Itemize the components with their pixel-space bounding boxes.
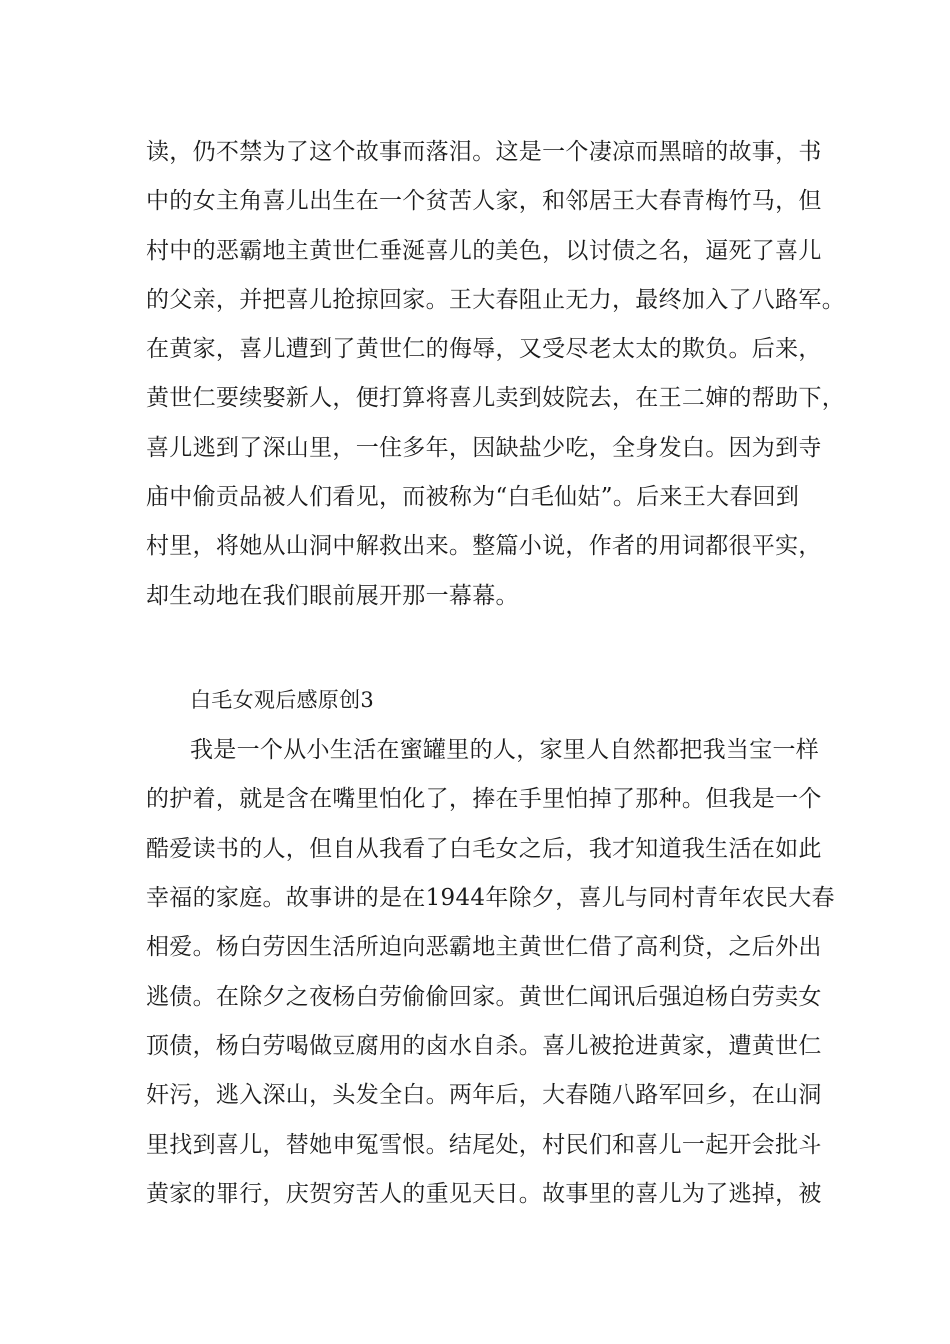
paragraph-1-line: 喜儿逃到了深山里，一住多年，因缺盐少吃，全身发白。因为到寺: [146, 435, 822, 461]
paragraph-2-line: 逃债。在除夕之夜杨白劳偷偷回家。黄世仁闻讯后强迫杨白劳卖女: [146, 984, 822, 1010]
paragraph-1-line: 读，仍不禁为了这个故事而落泪。这是一个凄凉而黑暗的故事，书: [146, 139, 822, 165]
paragraph-2-line: 相爱。杨白劳因生活所迫向恶霸地主黄世仁借了高利贷，之后外出: [146, 934, 822, 960]
paragraph-2-line: 顶债，杨白劳喝做豆腐用的卤水自杀。喜儿被抢进黄家，遭黄世仁: [146, 1033, 822, 1059]
paragraph-1-line: 中的女主角喜儿出生在一个贫苦人家，和邻居王大春青梅竹马，但: [146, 188, 822, 214]
paragraph-2-line: 的护着，就是含在嘴里怕化了，捧在手里怕掉了那种。但我是一个: [146, 786, 822, 812]
paragraph-1-line: 的父亲，并把喜儿抢掠回家。王大春阻止无力，最终加入了八路军。: [146, 287, 845, 313]
paragraph-1-line: 在黄家，喜儿遭到了黄世仁的侮辱，又受尽老太太的欺负。后来，: [146, 336, 822, 362]
paragraph-2-line: 奸污，逃入深山，头发全白。两年后，大春随八路军回乡，在山洞: [146, 1082, 822, 1108]
paragraph-2-line: 酷爱读书的人，但自从我看了白毛女之后，我才知道我生活在如此: [146, 836, 822, 862]
paragraph-1-line: 庙中偷贡品被人们看见，而被称为“白毛仙姑”。后来王大春回到: [146, 484, 800, 510]
paragraph-1-line: 村中的恶霸地主黄世仁垂涎喜儿的美色，以讨债之名，逼死了喜儿: [146, 238, 822, 264]
paragraph-1-line: 村里，将她从山洞中解救出来。整篇小说，作者的用词都很平实，: [146, 533, 822, 559]
paragraph-2-line: 幸福的家庭。故事讲的是在1944年除夕，喜儿与同村青年农民大春: [146, 885, 835, 911]
paragraph-1-line: 黄世仁要续娶新人，便打算将喜儿卖到妓院去，在王二婶的帮助下，: [146, 385, 845, 411]
paragraph-2-line: 我是一个从小生活在蜜罐里的人，家里人自然都把我当宝一样: [190, 737, 820, 763]
section-heading: 白毛女观后感原创3: [190, 688, 375, 712]
paragraph-1-line: 却生动地在我们眼前展开那一幕幕。: [146, 583, 519, 609]
paragraph-2-line: 里找到喜儿，替她申冤雪恨。结尾处，村民们和喜儿一起开会批斗: [146, 1132, 822, 1158]
paragraph-2-line: 黄家的罪行，庆贺穷苦人的重见天日。故事里的喜儿为了逃掉，被: [146, 1181, 822, 1207]
